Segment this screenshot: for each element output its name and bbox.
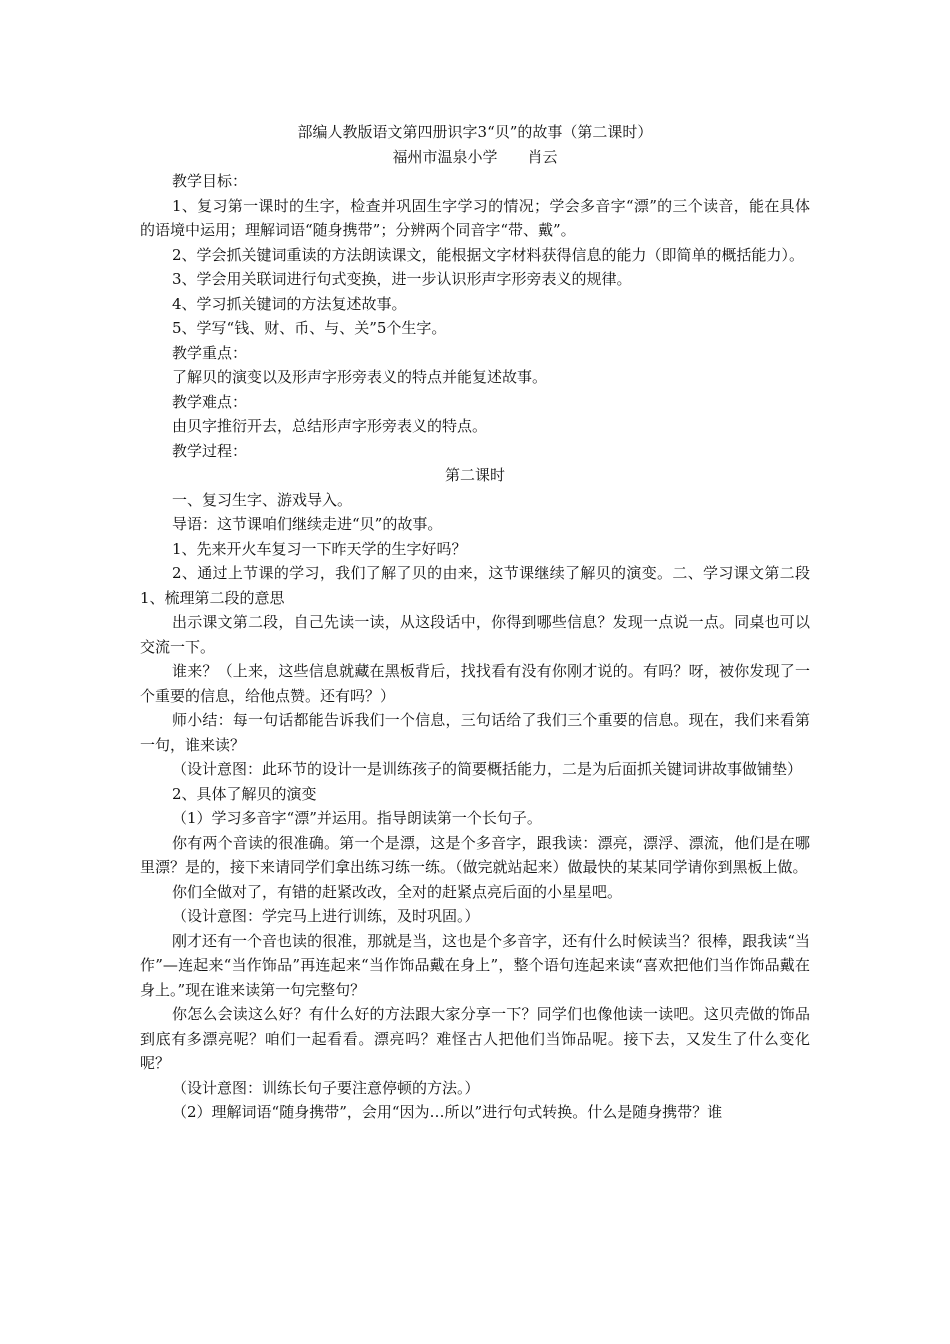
difficulty-heading: 教学难点： <box>172 392 248 411</box>
process-paragraph: 你们全做对了，有错的赶紧改改，全对的赶紧点亮后面的小星星吧。 <box>172 882 623 901</box>
process-paragraph: 出示课文第二段，自己先读一读，从这段话中，你得到哪些信息？发现一点说一点。同桌也可以交流一下。 <box>140 613 810 656</box>
objective-item: 1、复习第一课时的生字，检查并巩固生字学习的情况；学会多音字“漂”的三个读音，能在具体的语境中运用；理解词语“随身携带”；分辨两个同音字“带、戴”。 <box>140 196 810 239</box>
process-paragraph: 导语：这节课咱们继续走进“贝”的故事。 <box>172 515 443 533</box>
process-paragraph: 刚才还有一个音也读的很准，那就是当，这也是个多音字，还有什么时候读当？很棒，跟我读“当作”—连起来“当作饰品”再连起来“当作饰品戴在身上”，整个语句连起来读“喜欢把他们当作饰品戴在身上。”现在谁来读第一句完整句？ <box>140 931 810 999</box>
process-paragraph: 2、通过上节课的学习，我们了解了贝的由来，这节课继续了解贝的演变。二、学习课文第二段1、梳理第二段的意思 <box>140 564 810 607</box>
document-page <box>140 120 810 1125</box>
design-intent-note: （设计意图：学完马上进行训练，及时巩固。） <box>172 907 480 925</box>
design-intent-note: （设计意图：此环节的设计一是训练孩子的简要概括能力，二是为后面抓关键词讲故事做铺垫） <box>172 760 803 778</box>
process-paragraph: 师小结：每一句话都能告诉我们一个信息，三句话给了我们三个重要的信息。现在，我们来看第一句，谁来读？ <box>140 711 810 754</box>
key-points-text: 了解贝的演变以及形声字形旁表义的特点并能复述故事。 <box>172 368 548 386</box>
lesson-heading: 第二课时 <box>444 466 505 484</box>
key-points-heading: 教学重点： <box>172 343 248 362</box>
process-paragraph: 1、先来开火车复习一下昨天学的生字好吗？ <box>172 539 467 558</box>
objective-item: 5、学写“钱、财、币、与、关”5个生字。 <box>172 319 447 337</box>
objectives-heading: 教学目标： <box>172 172 248 190</box>
design-intent-note: （设计意图：训练长句子要注意停顿的方法。） <box>172 1078 480 1097</box>
difficulty-text: 由贝字推衍开去，总结形声字形旁表义的特点。 <box>172 417 488 435</box>
objective-item: 2、学会抓关键词重读的方法朗读课文，能根据文字材料获得信息的能力（即简单的概括能力）。 <box>172 245 805 264</box>
process-paragraph: 2、具体了解贝的演变 <box>172 784 317 803</box>
process-paragraph: 你有两个音读的很准确。第一个是漂，这是个多音字，跟我读：漂亮，漂浮、漂流，他们是在哪里漂？是的，接下来请同学们拿出练习练一练。（做完就站起来）做最快的某某同学请你到黑板上做。 <box>140 833 810 876</box>
document-title: 部编人教版语文第四册识字3“贝”的故事（第二课时） <box>297 123 653 141</box>
objective-item: 3、学会用关联词进行句式变换，进一步认识形声字形旁表义的规律。 <box>172 270 632 288</box>
process-heading: 教学过程： <box>172 441 248 460</box>
objective-item: 4、学习抓关键词的方法复述故事。 <box>172 294 407 313</box>
process-paragraph: 谁来？（上来，这些信息就藏在黑板背后，找找看有没有你刚才说的。有吗？呀，被你发现了一个重要的信息，给他点赞。还有吗？） <box>140 662 810 705</box>
process-paragraph: 一、复习生字、游戏导入。 <box>172 490 353 509</box>
process-paragraph: （2）理解词语“随身携带”，会用“因为…所以”进行句式转换。什么是随身携带？谁 <box>172 1103 723 1121</box>
author-line: 福州市温泉小学 肖云 <box>392 147 558 166</box>
process-paragraph: （1）学习多音字“漂”并运用。指导朗读第一个长句子。 <box>172 809 542 827</box>
process-paragraph: 你怎么会读这么好？有什么好的方法跟大家分享一下？同学们也像他读一读吧。这贝壳做的饰品到底有多漂亮呢？咱们一起看看。漂亮吗？难怪古人把他们当饰品呢。接下去，又发生了什么变化呢？ <box>140 1005 810 1072</box>
